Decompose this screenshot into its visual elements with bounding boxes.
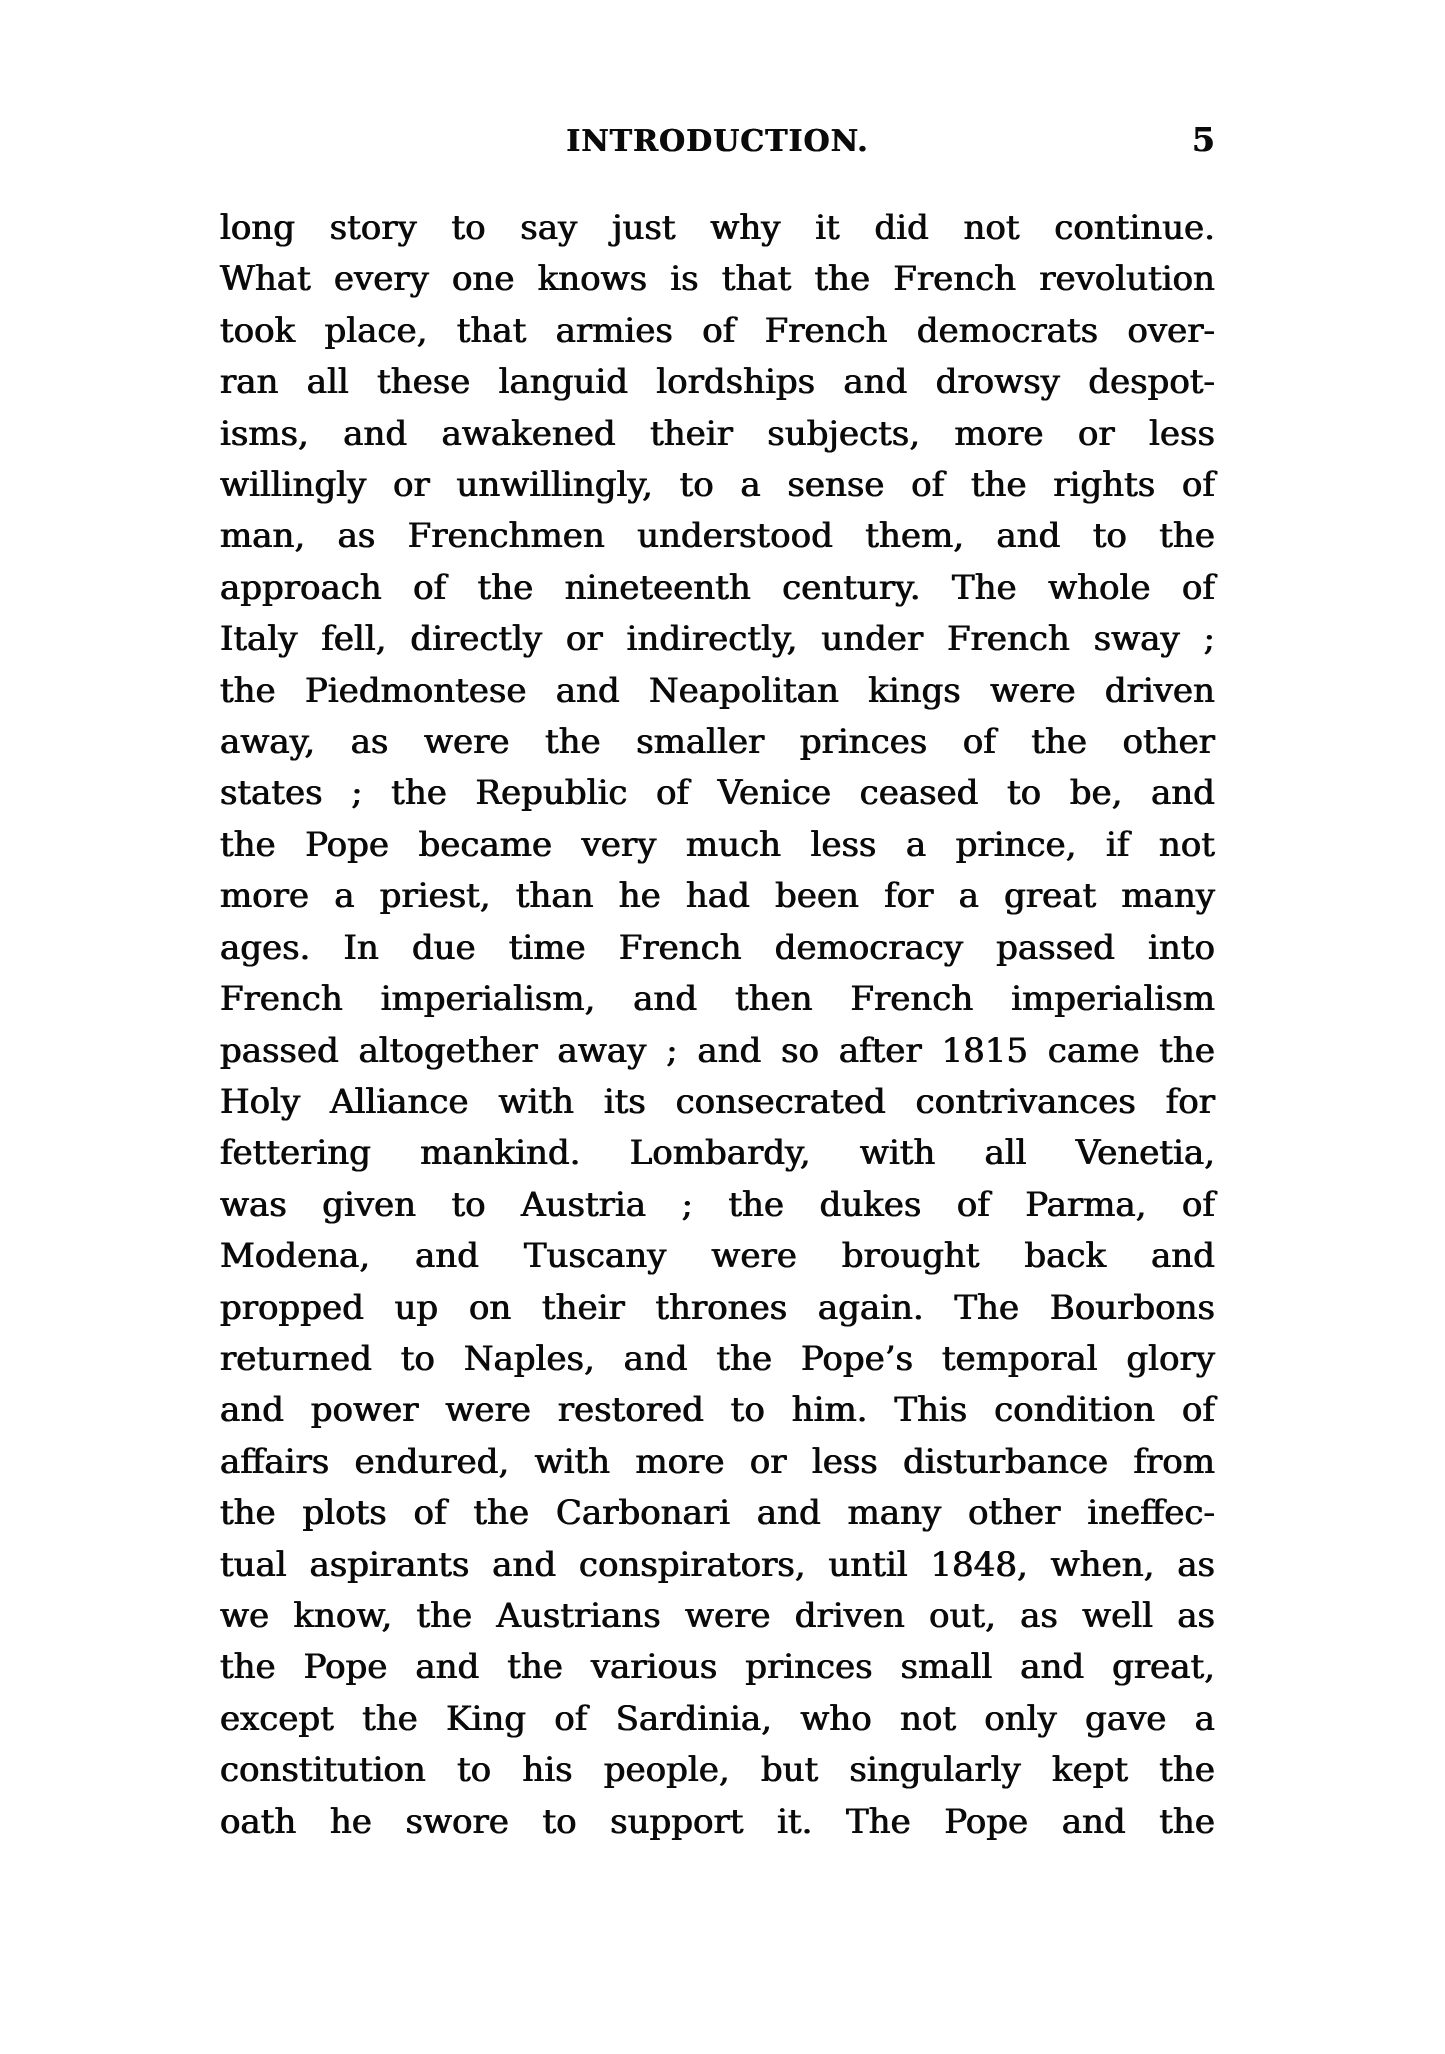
body-text: [220, 203, 1215, 1848]
text-line: except the King of Sardinia, who not only gave a: [220, 1698, 1215, 1739]
text-line: the Pope and the various princes small and great,: [220, 1647, 1215, 1688]
text-line: more a priest, than he had been for a great many: [220, 876, 1215, 917]
text-line: constitution to his people, but singularly kept the: [220, 1750, 1215, 1791]
running-header: [220, 120, 1215, 169]
text-line: oath he swore to support it. The Pope and the: [220, 1801, 1215, 1842]
text-line: propped up on their thrones again. The Bourbons: [220, 1287, 1215, 1328]
text-line: Modena, and Tuscany were brought back and: [220, 1236, 1215, 1277]
chapter-title: INTRODUCTION.: [566, 124, 869, 159]
text-line: the Piedmontese and Neapolitan kings were driven: [220, 670, 1215, 711]
text-line: away, as were the smaller princes of the other: [220, 722, 1215, 763]
text-line: willingly or unwillingly, to a sense of the rights of: [220, 465, 1215, 506]
text-line: and power were restored to him. This condition of: [220, 1390, 1215, 1431]
text-line: man, as Frenchmen understood them, and to the: [220, 516, 1215, 557]
text-line: the Pope became very much less a prince, if not: [220, 824, 1215, 865]
text-line: took place, that armies of French democrats over-: [220, 310, 1215, 351]
text-line: states ; the Republic of Venice ceased to be, and: [220, 773, 1215, 814]
text-line: long story to say just why it did not continue.: [220, 208, 1215, 248]
text-line: tual aspirants and conspirators, until 1848, when, as: [220, 1544, 1215, 1585]
text-line: French imperialism, and then French imperialism: [220, 979, 1215, 1020]
text-line: isms, and awakened their subjects, more or less: [220, 413, 1215, 454]
text-line: Italy fell, directly or indirectly, under French sway ;: [220, 619, 1215, 660]
text-line: the plots of the Carbonari and many other ineffec-: [220, 1493, 1215, 1534]
text-line: we know, the Austrians were driven out, as well as: [220, 1595, 1215, 1636]
text-line: affairs endured, with more or less disturbance from: [220, 1441, 1215, 1482]
text-line: fettering mankind. Lombardy, with all Venetia,: [220, 1133, 1215, 1174]
text-line: passed altogether away ; and so after 1815 came the: [220, 1030, 1215, 1071]
text-line: ran all these languid lordships and drowsy despot-: [220, 362, 1215, 403]
text-line: What every one knows is that the French revolution: [220, 259, 1215, 300]
page-number: 5: [1192, 120, 1215, 159]
text-line: was given to Austria ; the dukes of Parma, of: [220, 1184, 1215, 1225]
text-line: Holy Alliance with its consecrated contrivances for: [220, 1081, 1215, 1122]
text-line: ages. In due time French democracy passed into: [220, 927, 1215, 968]
text-line: approach of the nineteenth century. The whole of: [220, 567, 1215, 608]
text-line: returned to Naples, and the Pope’s temporal glory: [220, 1338, 1215, 1379]
